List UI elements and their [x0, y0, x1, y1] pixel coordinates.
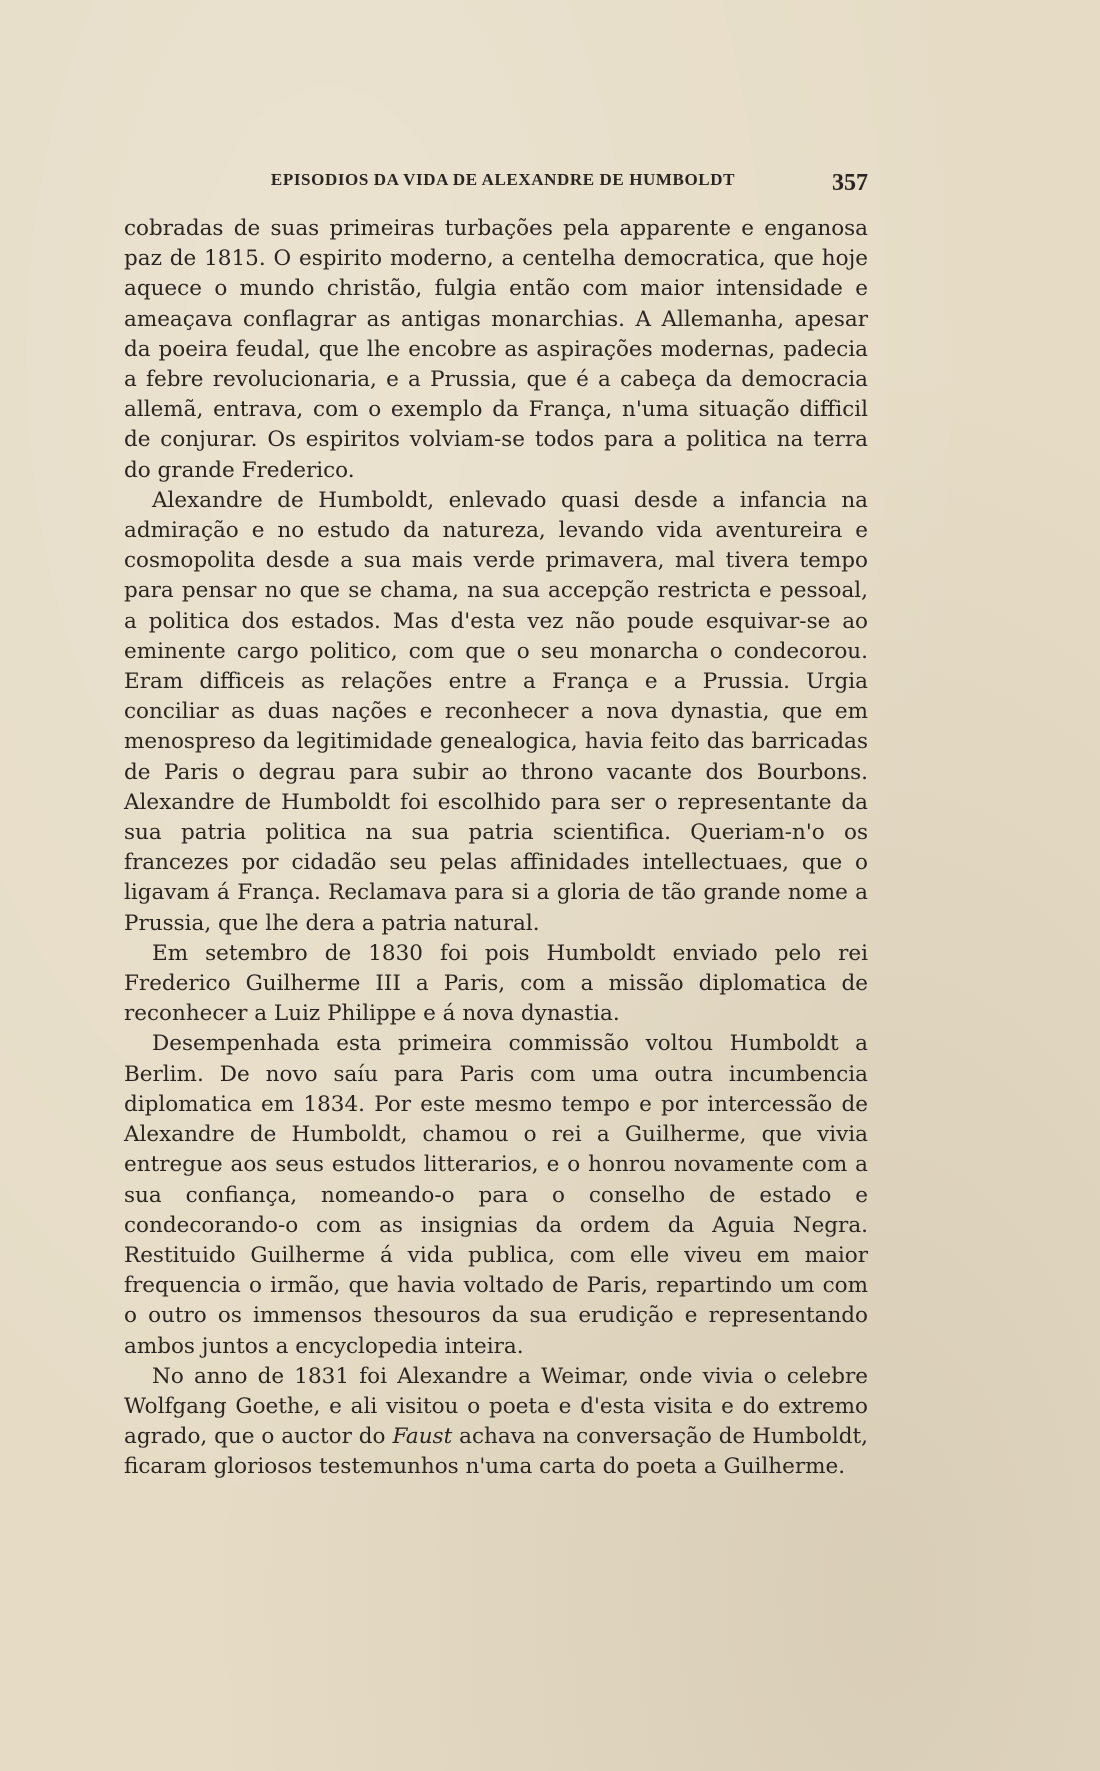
faust-title: Faust: [392, 1424, 453, 1450]
paragraph-3: Em setembro de 1830 foi pois Humboldt enviado pelo rei Frederico Guilherme III a Paris, com a missão diplomatica de reconhecer a Luiz Philippe e á nova dynastia.: [124, 940, 868, 1027]
paragraph-1: cobradas de suas primeiras turbações pela apparente e enganosa paz de 1815. O espirito moderno, a centelha democratica, que hoje aquece o mundo christão, fulgia então com maior intensidade e ameaçava conflagrar as antigas monarchias. A Allemanha, apesar da poeira feudal, que lhe encobre as aspirações modernas, padecia a febre revolucionaria, e a Prussia, que é a cabeça da democracia allemã, entrava, com o exemplo da França, n'uma situação difficil de conjurar. Os espiritos volviam-se todos para a politica na terra do grande Frederico.: [124, 216, 868, 483]
paragraph-5-part-2: achava na conversação de Humboldt, ficaram gloriosos testemunhos n'uma carta do poeta a Guilherme.: [124, 1424, 868, 1480]
paragraph-5-part-1: No anno de 1831 foi Alexandre a Weimar, onde vivia o celebre Wolfgang Goethe, e ali visitou o poeta e d'esta visita e do extremo agrado, que o auctor do: [124, 1363, 868, 1450]
paragraph-2: Alexandre de Humboldt, enlevado quasi desde a infancia na admiração e no estudo da natureza, levando vida aventureira e cosmopolita desde a sua mais verde primavera, mal tivera tempo para pensar no que se chama, na sua accepção restricta e pessoal, a politica dos estados. Mas d'esta vez não poude esquivar-se ao eminente cargo politico, com que o seu monarcha o condecorou. Eram difficeis as relações entre a França e a Prussia. Urgia conciliar as duas nações e reconhecer a nova dynastia, que em menospreso da legitimidade genealogica, havia feito das barricadas de Paris o degrau para subir ao throno vacante dos Bourbons. Alexandre de Humboldt foi escolhido para ser o representante da sua patria politica na sua patria scientifica. Queriam-n'o os francezes por cidadão seu pelas affinidades intellectuaes, que o ligavam á França. Reclamava para si a gloria de tão grande nome a Prussia, que lhe dera a patria natural.: [124, 487, 868, 936]
body-text: [124, 214, 868, 1483]
paragraph-4: Desempenhada esta primeira commissão voltou Humboldt a Berlim. De novo saíu para Paris com uma outra incumbencia diplomatica em 1834. Por este mesmo tempo e por intercessão de Alexandre de Humboldt, chamou o rei a Guilherme, que vivia entregue aos seus estudos litterarios, e o honrou novamente com a sua confiança, nomeando-o para o conselho de estado e condecorando-o com as insignias da ordem da Aguia Negra. Restituido Guilherme á vida publica, com elle viveu em maior frequencia o irmão, que havia voltado de Paris, repartindo um com o outro os immensos thesouros da sua erudição e representando ambos juntos a encyclopedia inteira.: [124, 1031, 868, 1359]
running-head: [124, 170, 868, 198]
paragraph-5: [124, 1362, 868, 1483]
page-number: 357: [832, 170, 868, 196]
running-title: EPISODIOS DA VIDA DE ALEXANDRE DE HUMBOLDT: [270, 170, 736, 189]
